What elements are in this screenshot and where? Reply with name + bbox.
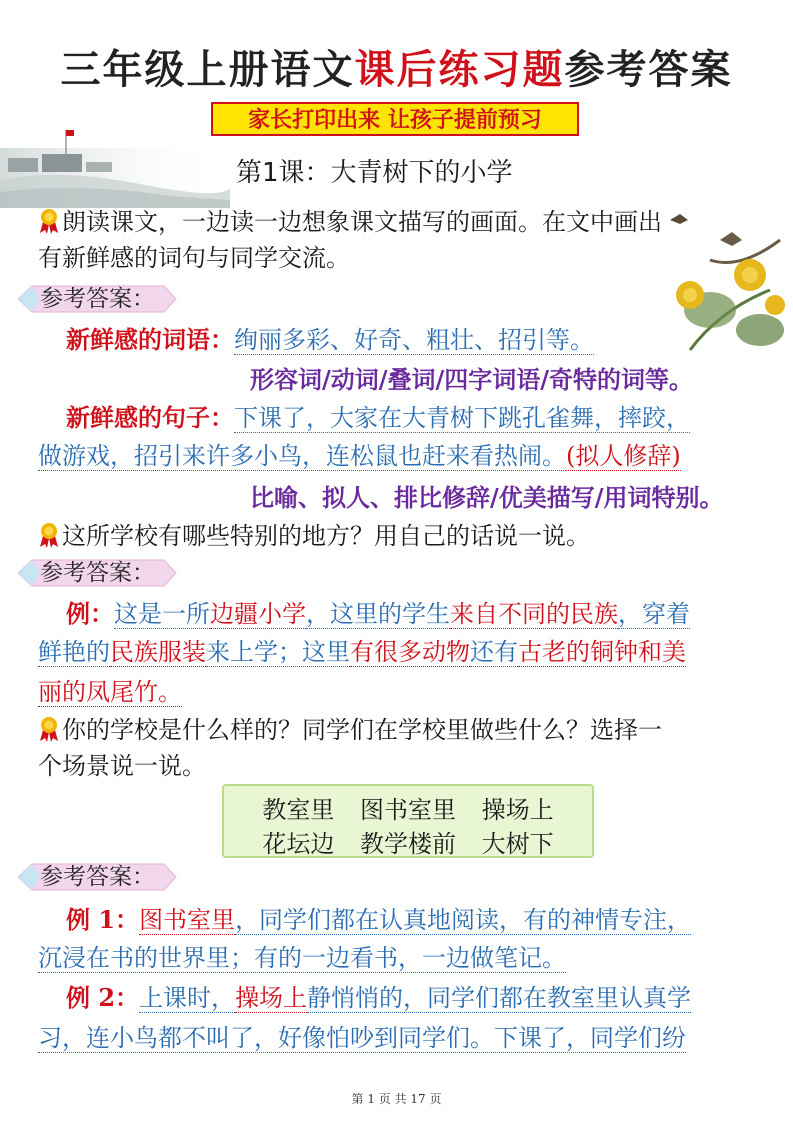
answer-2-text: 鲜艳的 <box>38 638 110 666</box>
example-1-highlight: 图书室里 <box>139 906 236 934</box>
answer-2-line2 <box>38 634 686 670</box>
example-2-text: 上课时， <box>139 984 236 1012</box>
answer-2-line1 <box>66 596 690 632</box>
answer-2-highlight: 丽的凤尾竹。 <box>38 678 182 706</box>
example-2-label: 例 2： <box>66 983 140 1012</box>
scene-options-box <box>222 784 594 858</box>
print-banner: 家长打印出来 让孩子提前预习 <box>211 102 579 136</box>
chrysanthemum-painting <box>650 200 793 360</box>
answer-1-words-label: 新鲜感的词语： <box>66 325 234 354</box>
question-3 <box>38 712 662 748</box>
answer-tag-2-label: 参考答案： <box>40 560 155 586</box>
answer-1-sentence-line2 <box>38 438 681 474</box>
medal-icon <box>38 716 60 742</box>
answer-1-words-note: 形容词/动词/叠词/四字词语/奇特的词等。 <box>250 365 694 394</box>
answer-3-example2 <box>66 980 691 1016</box>
answer-2-highlight: 边疆小学 <box>210 600 306 628</box>
answer-tag-1-label: 参考答案： <box>40 286 155 312</box>
example-1-text: ，同学们都在认真地阅读，有的神情专注， <box>235 906 692 934</box>
question-2 <box>38 518 590 554</box>
example-2-text: 静悄悄的，同学们都在教室里认真学 <box>307 984 692 1012</box>
answer-1-sentence-text2: 做游戏，招引来许多小鸟，连松鼠也赶来看热闹。 <box>38 442 566 470</box>
medal-icon <box>38 208 60 234</box>
answer-2-highlight: 来自不同的民族 <box>450 600 618 628</box>
answer-2-label: 例： <box>66 599 114 628</box>
answer-2-text: 这是一所 <box>114 600 210 628</box>
lesson-heading: 第1课：大青树下的小学 <box>236 158 513 188</box>
answer-2-highlight: 民族服装 <box>110 638 206 666</box>
answer-2-highlight: 古老的铜钟和美 <box>518 638 686 666</box>
medal-icon <box>38 522 60 548</box>
answer-2-line3 <box>38 674 182 710</box>
scene-options-row2: 花坛边 教学楼前 大树下 <box>262 830 554 858</box>
answer-1-words-text: 绚丽多彩、好奇、粗壮、招引等。 <box>234 326 594 354</box>
answer-tag-1 <box>18 284 178 314</box>
page-title <box>0 38 793 95</box>
answer-2-text: 还有 <box>470 638 518 666</box>
question-1 <box>38 204 662 240</box>
question-1-line1: 朗读课文，一边读一边想象课文描写的画面。在文中画出 <box>62 208 662 236</box>
question-2-text: 这所学校有哪些特别的地方？用自己的话说一说。 <box>62 522 590 550</box>
scene-options-row1: 教室里 图书室里 操场上 <box>262 796 554 824</box>
example-2-highlight: 操场上 <box>235 984 308 1012</box>
answer-tag-2 <box>18 558 178 588</box>
answer-2-text: ，这里的学生 <box>306 600 450 628</box>
example-1-text: 沉浸在书的世界里；有的一边看书，一边做笔记。 <box>38 944 566 972</box>
example-1-label: 例 1： <box>66 905 140 934</box>
question-3-line2: 个场景说一说。 <box>38 752 206 780</box>
answer-3-example1-line2 <box>38 940 566 976</box>
example-2-text: 习，连小鸟都不叫了，好像怕吵到同学们。下课了，同学们纷 <box>38 1024 686 1052</box>
title-part2: 课后练习题 <box>354 47 565 93</box>
answer-2-text: ，穿着 <box>618 600 690 628</box>
answer-1-sentence-note: (拟人修辞) <box>566 442 681 470</box>
question-1-line2: 有新鲜感的词句与同学交流。 <box>38 244 350 272</box>
answer-2-text: 来上学；这里 <box>206 638 350 666</box>
answer-3-example1 <box>66 902 691 938</box>
title-part3: 参考答案 <box>564 47 733 93</box>
answer-1-sentence <box>66 400 690 436</box>
answer-tag-3-label: 参考答案： <box>40 864 155 890</box>
answer-tag-3 <box>18 862 178 892</box>
answer-2-highlight: 有很多动物 <box>350 638 470 666</box>
answer-1-sentence-line1: 下课了，大家在大青树下跳孔雀舞，摔跤， <box>234 404 690 432</box>
answer-1-words <box>66 322 594 358</box>
village-scene-image <box>0 128 230 208</box>
page-footer: 第 1 页 共 17 页 <box>351 1092 442 1106</box>
answer-1-sentence-label: 新鲜感的句子： <box>66 403 234 432</box>
title-part1: 三年级上册语文 <box>60 47 355 93</box>
answer-3-example2-line2 <box>38 1020 686 1056</box>
answer-1-sentence-note2: 比喻、拟人、排比修辞/优美描写/用词特别。 <box>250 483 724 512</box>
question-3-line1: 你的学校是什么样的？同学们在学校里做些什么？选择一 <box>62 716 662 744</box>
